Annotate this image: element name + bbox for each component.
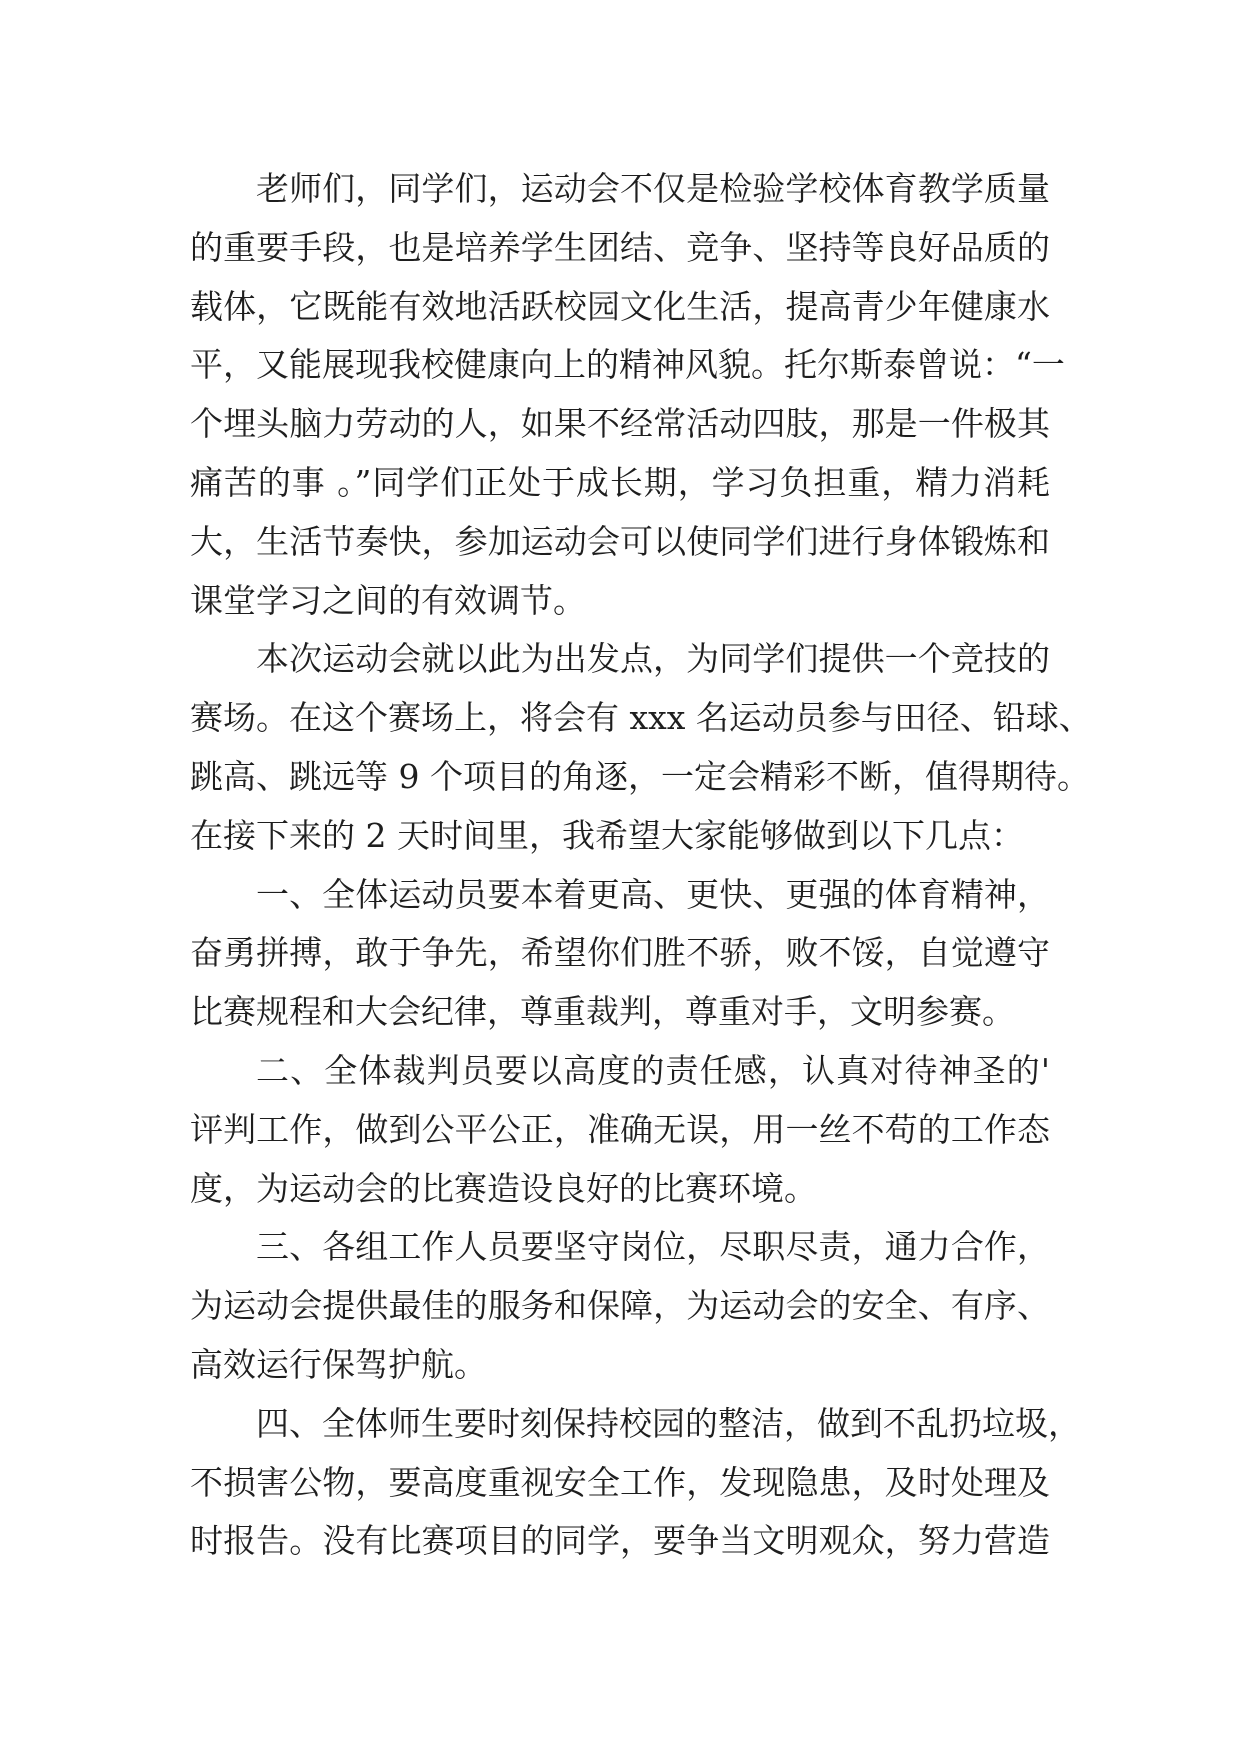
paragraph-6-line-2: 不损害公物，要高度重视安全工作，发现隐患，及时处理及	[190, 1462, 1050, 1502]
paragraph-1-line-8: 课堂学习之间的有效调节。	[190, 580, 586, 620]
paragraph-1-line-2: 的重要手段，也是培养学生团结、竞争、坚持等良好品质的	[190, 227, 1050, 267]
paragraph-1-line-5: 个埋头脑力劳动的人，如果不经常活动四肢，那是一件极其	[190, 404, 1050, 444]
paragraph-1-line-3: 载体，它既能有效地活跃校园文化生活，提高青少年健康水	[190, 286, 1050, 326]
paragraph-5-line-1: 三、各组工作人员要坚守岗位，尽职尽责，通力合作，	[256, 1227, 1050, 1267]
paragraph-2-line-3: 跳高、跳远等 9 个项目的角逐，一定会精彩不断，值得期待。	[190, 756, 1090, 796]
paragraph-3-line-3: 比赛规程和大会纪律，尊重裁判，尊重对手，文明参赛。	[190, 992, 1015, 1032]
paragraph-3-line-2: 奋勇拼搏，敢于争先，希望你们胜不骄，败不馁，自觉遵守	[190, 933, 1050, 973]
paragraph-3-line-1: 一、全体运动员要本着更高、更快、更强的体育精神，	[256, 874, 1050, 914]
paragraph-6-line-1: 四、全体师生要时刻保持校园的整洁，做到不乱扔垃圾，	[256, 1403, 1081, 1443]
paragraph-1-line-6: 痛苦的事 。”同学们正处于成长期，学习负担重，精力消耗	[190, 462, 1050, 502]
paragraph-2-line-2: 赛场。在这个赛场上，将会有 xxx 名运动员参与田径、铅球、	[190, 698, 1092, 738]
document-body	[190, 160, 1092, 1571]
paragraph-5-line-3: 高效运行保驾护航。	[190, 1344, 487, 1384]
paragraph-6-line-3: 时报告。没有比赛项目的同学，要争当文明观众，努力营造	[190, 1521, 1050, 1561]
paragraph-1-line-7: 大，生活节奏快，参加运动会可以使同学们进行身体锻炼和	[190, 521, 1050, 561]
paragraph-4-line-1: 二、全体裁判员要以高度的责任感，认真对待神圣的'	[256, 1050, 1050, 1090]
paragraph-1-line-4: 平，又能展现我校健康向上的精神风貌。托尔斯泰曾说：“一	[190, 345, 1065, 385]
paragraph-4-line-3: 度，为运动会的比赛造设良好的比赛环境。	[190, 1168, 817, 1208]
paragraph-5-line-2: 为运动会提供最佳的服务和保障，为运动会的安全、有序、	[190, 1286, 1050, 1326]
paragraph-1-line-1: 老师们，同学们，运动会不仅是检验学校体育教学质量	[256, 169, 1050, 208]
paragraph-4-line-2: 评判工作，做到公平公正，准确无误，用一丝不苟的工作态	[190, 1109, 1050, 1149]
paragraph-2-line-1: 本次运动会就以此为出发点，为同学们提供一个竞技的	[256, 639, 1050, 679]
paragraph-2-line-4: 在接下来的 2 天时间里，我希望大家能够做到以下几点：	[190, 815, 1024, 855]
